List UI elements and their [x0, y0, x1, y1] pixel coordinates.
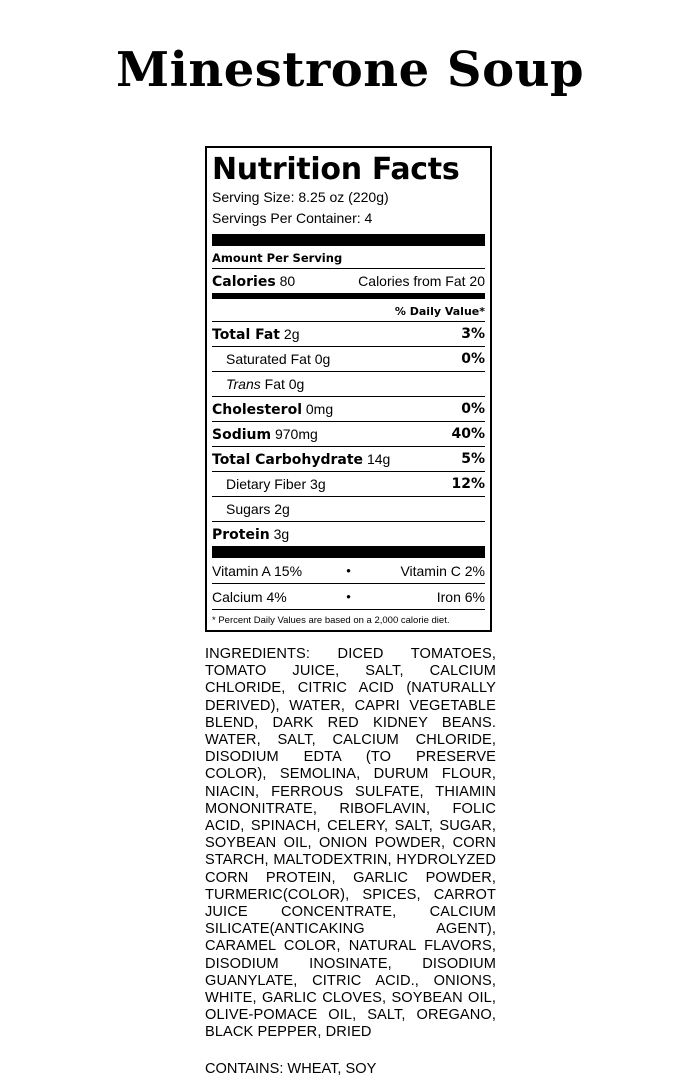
nutrient-amount: 0g	[314, 351, 331, 367]
nutrient-amount: 970mg	[274, 425, 318, 442]
nutrient-row-protein	[212, 522, 485, 546]
nutrient-name: Cholesterol	[212, 401, 302, 418]
allergen-statement: CONTAINS: WHEAT, SOY	[205, 1061, 377, 1077]
nutrient-name: Sodium	[212, 426, 272, 443]
nutrition-facts-label	[205, 146, 492, 632]
nutrient-dv: 3%	[461, 326, 485, 342]
ingredients-text: INGREDIENTS: DICED TOMATOES, TOMATO JUICE, SALT, CALCIUM CHLORIDE, CITRIC ACID (NATURALLY DERIVED), WATER, CAPRI VEGETABLE BLEND, DARK RED KIDNEY BEANS. WATER, SALT, CALCIUM CHLORIDE, DISODIUM EDTA (TO PRESERVE COLOR), SEMOLINA, DURUM FLOUR, NIACIN, FERROUS SULFATE, THIAMIN MONONITRATE, RIBOFLAVIN, FOLIC ACID, SPINACH, CELERY, SALT, SUGAR, SOYBEAN OIL, ONION POWDER, CORN STARCH, MALTODEXTRIN, HYDROLYZED CORN PROTEIN, GARLIC POWDER, TURMERIC(COLOR), SPICES, CARROT JUICE CONCENTRATE, CALCIUM SILICATE(ANTICAKING AGENT), CARAMEL COLOR, NATURAL FLAVORS, DISODIUM INOSINATE, DISODIUM GUANYLATE, CITRIC ACID., ONIONS, WHITE, GARLIC CLOVES, SOYBEAN OIL, OLIVE-POMACE OIL, SALT, OREGANO, BLACK PEPPER, DRIED	[205, 646, 496, 1041]
nutrient-amount: 2g	[274, 501, 290, 517]
nutrient-amount: 3g	[273, 525, 290, 542]
nutrient-row-sugars	[212, 497, 485, 522]
thick-divider	[212, 546, 485, 558]
thick-divider	[212, 234, 485, 246]
product-title: Minestrone Soup	[115, 42, 585, 98]
nutrient-amount: 2g	[283, 325, 300, 342]
nutrient-name: Sugars	[226, 501, 271, 517]
calories-row	[212, 269, 485, 293]
nutrient-dv: 40%	[451, 426, 485, 442]
nutrient-name: Protein	[212, 526, 270, 543]
nutrient-name: Dietary Fiber	[226, 476, 307, 492]
nutrient-amount: 3g	[310, 476, 326, 492]
vitamin-right: Vitamin C 2%	[400, 562, 485, 579]
nutrition-facts-heading: Nutrition Facts	[212, 152, 460, 187]
nutrient-amount: Fat 0g	[264, 376, 305, 392]
vitamin-left: Vitamin A 15%	[212, 562, 303, 579]
calories-value: 80	[279, 272, 296, 289]
vitamin-left: Calcium 4%	[212, 588, 287, 605]
amount-per-serving: Amount Per Serving	[212, 248, 485, 269]
bullet-separator: •	[346, 563, 351, 578]
calories-label: Calories	[212, 273, 276, 290]
nutrient-row-trans-fat	[212, 372, 485, 397]
nutrient-row-total-fat	[212, 322, 485, 347]
serving-size: Serving Size: 8.25 oz (220g)	[212, 189, 389, 205]
nutrient-row-sodium	[212, 422, 485, 447]
nutrient-row-total-carbohydrate	[212, 447, 485, 472]
vitamin-right: Iron 6%	[436, 588, 485, 605]
vitamin-row	[212, 584, 485, 610]
bullet-separator: •	[346, 589, 351, 604]
nutrient-row-dietary-fiber	[212, 472, 485, 497]
nutrient-dv: 5%	[461, 451, 485, 467]
nutrient-name: Saturated Fat	[226, 351, 311, 367]
nutrient-dv: 0%	[461, 351, 485, 367]
nutrient-name: Total Fat	[212, 326, 281, 343]
vitamin-row	[212, 558, 485, 584]
daily-value-footnote: * Percent Daily Values are based on a 2,000 calorie diet.	[212, 615, 450, 626]
nutrient-row-saturated-fat	[212, 347, 485, 372]
calories-from-fat: Calories from Fat 20	[358, 273, 485, 289]
nutrient-amount: 0mg	[305, 400, 334, 417]
nutrient-name: Trans	[226, 376, 261, 392]
nutrient-row-cholesterol	[212, 397, 485, 422]
servings-per-container: Servings Per Container: 4	[212, 210, 373, 226]
nutrient-dv: 0%	[461, 401, 485, 417]
nutrient-amount: 14g	[366, 450, 391, 467]
daily-value-header: % Daily Value*	[212, 299, 485, 322]
nutrient-name: Total Carbohydrate	[212, 451, 364, 468]
nutrient-dv: 12%	[451, 476, 485, 492]
